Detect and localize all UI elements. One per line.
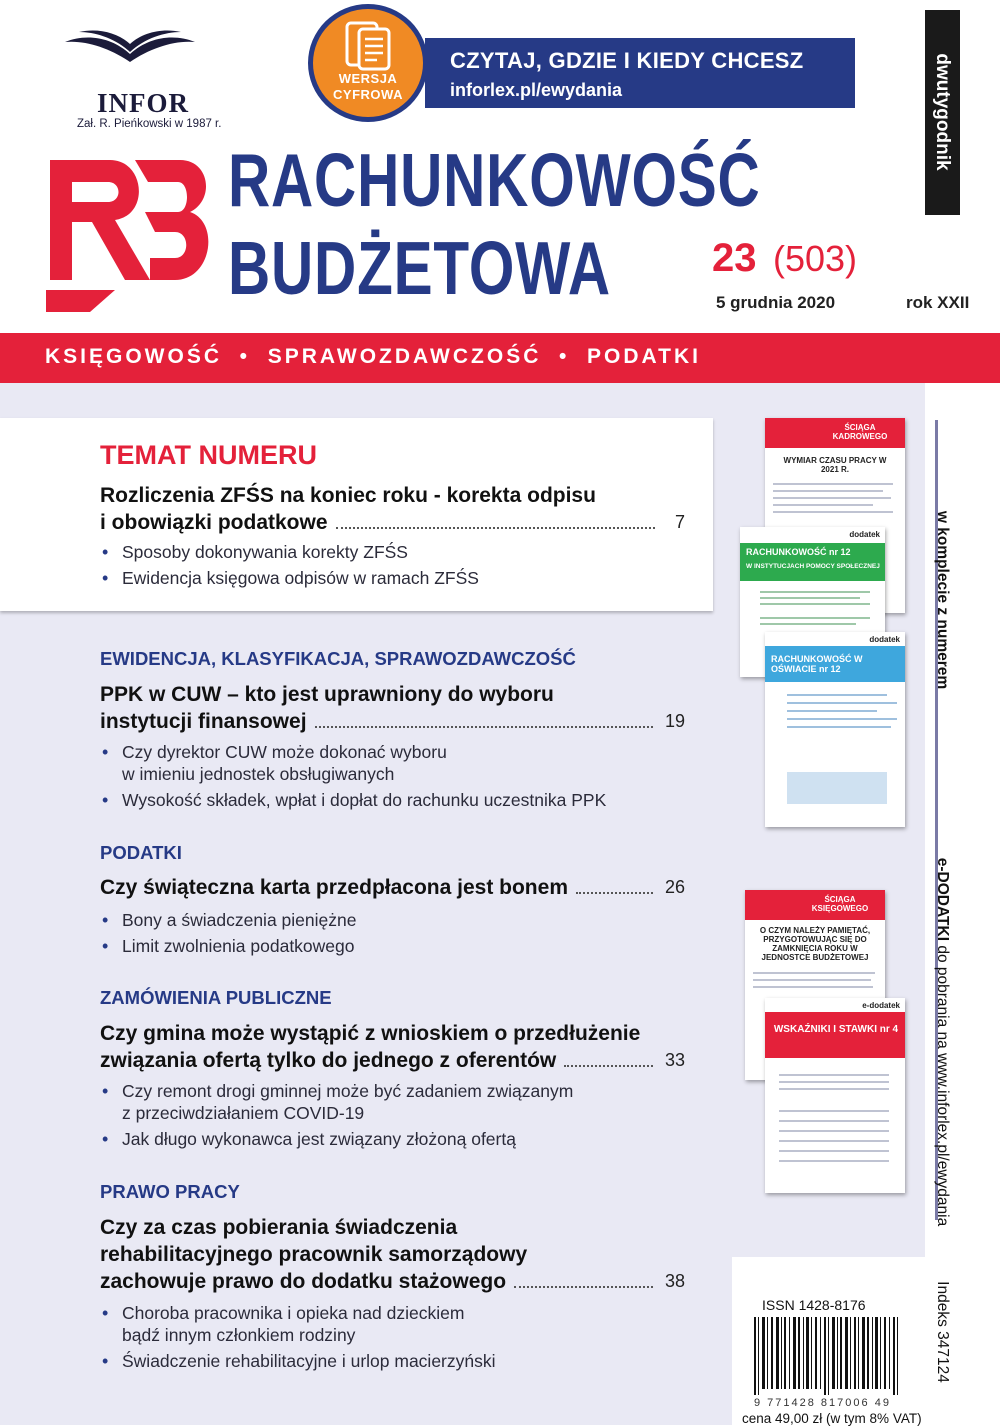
digital-url[interactable]: inforlex.pl/ewydania bbox=[450, 80, 623, 100]
tablet-icon bbox=[345, 21, 391, 71]
article-title-last bbox=[100, 1268, 685, 1295]
bullet-line: z przeciwdziałaniem COVID-19 bbox=[122, 1103, 365, 1123]
topic-bar bbox=[0, 333, 1000, 383]
section-bullets bbox=[100, 1080, 660, 1154]
list-item: • Świadczenie rehabilitacyjne i urlop macierzyński bbox=[100, 1350, 660, 1372]
frequency-label: dwutygodnik bbox=[932, 53, 953, 171]
section-bullets bbox=[100, 741, 660, 815]
feature-label: TEMAT NUMERU bbox=[100, 440, 317, 470]
thumb-tag: e-dodatek bbox=[862, 1001, 900, 1010]
barcode-icon bbox=[754, 1317, 904, 1395]
page-number: 33 bbox=[664, 1050, 685, 1070]
price: cena 49,00 zł (w tym 8% VAT) bbox=[742, 1411, 922, 1426]
topic-text: KSIĘGOWOŚĆ • SPRAWOZDAWCZOŚĆ • PODATKI bbox=[45, 345, 701, 368]
index-label: Indeks 347124 bbox=[934, 1281, 951, 1383]
rb-logo-icon bbox=[40, 140, 220, 315]
article-title-line: związania ofertą tylko do jednego z oferentów bbox=[100, 1049, 557, 1072]
list-item: • Limit zwolnienia podatkowego bbox=[100, 935, 660, 957]
list-item: • Jak długo wykonawca jest związany złożoną ofertą bbox=[100, 1128, 660, 1150]
article-title-last bbox=[100, 509, 685, 536]
article-title-line: instytucji finansowej bbox=[100, 710, 307, 733]
article-title-line: rehabilitacyjnego pracownik samorządowy bbox=[100, 1243, 528, 1266]
leader-dots bbox=[514, 1286, 653, 1288]
digital-badge-line1: WERSJA bbox=[338, 71, 398, 86]
edodatki-bold: e-DODATKI bbox=[934, 857, 951, 942]
masthead-title-line2: BUDŻETOWA bbox=[228, 226, 611, 310]
article-title-line: Czy gmina może wystąpić z wnioskiem o przedłużenie bbox=[100, 1022, 641, 1045]
digital-edition-banner[interactable] bbox=[425, 38, 855, 108]
article-title-line: PPK w CUW – kto jest uprawniony do wyboru bbox=[100, 683, 554, 706]
list-item: • Sposoby dokonywania korekty ZFŚS bbox=[100, 541, 660, 563]
leader-dots bbox=[576, 892, 653, 894]
article-title-last bbox=[100, 874, 685, 901]
leader-dots bbox=[336, 527, 655, 529]
barcode-box bbox=[732, 1257, 925, 1425]
supplement-thumb-rachunkowosc-oswiacie[interactable] bbox=[765, 632, 905, 827]
bullet-line: Choroba pracownika i opieka nad dzieckiem bbox=[122, 1303, 465, 1323]
section-label: EWIDENCJA, KLASYFIKACJA, SPRAWOZDAWCZOŚĆ bbox=[100, 648, 576, 669]
digital-badge-text bbox=[313, 71, 423, 103]
thumb-tag: dodatek bbox=[869, 635, 900, 644]
article-title-last bbox=[100, 708, 685, 735]
thumb-series: RACHUNKOWOŚĆ nr 12 bbox=[746, 547, 851, 557]
section-article[interactable] bbox=[100, 1214, 685, 1295]
issue-total: (503) bbox=[773, 238, 858, 279]
thumb-series: WSKAŹNIKI I STAWKI nr 4 bbox=[773, 1024, 899, 1035]
page-number: 7 bbox=[674, 512, 685, 532]
digital-headline: CZYTAJ, GDZIE I KIEDY CHCESZ bbox=[450, 48, 804, 73]
article-title-line: zachowuje prawo do dodatku stażowego bbox=[100, 1270, 507, 1293]
bullet-line: bądź innym członkiem rodziny bbox=[122, 1325, 356, 1345]
list-item bbox=[100, 741, 660, 785]
article-title-line: i obowiązki podatkowe bbox=[100, 511, 328, 534]
section-bullets bbox=[100, 1302, 660, 1376]
edodatki-label[interactable] bbox=[933, 858, 951, 1226]
section-bullets bbox=[100, 909, 660, 961]
issue-year: rok XXII bbox=[906, 293, 970, 312]
publisher-subtitle: Zał. R. Pieńkowski w 1987 r. bbox=[77, 118, 222, 130]
issue-date: 5 grudnia 2020 bbox=[716, 293, 836, 312]
supplement-thumb-wskazniki-stawki[interactable] bbox=[765, 998, 905, 1193]
thumb-title: O CZYM NALEŻY PAMIĘTAĆ, PRZYGOTOWUJĄC SIĘ DO ZAMKNIĘCIA ROKU W JEDNOSTCE BUDŻETOWEJ bbox=[759, 926, 871, 962]
infor-wings-icon bbox=[65, 28, 195, 64]
digital-badge-line2: CYFROWA bbox=[333, 87, 403, 102]
list-item bbox=[100, 1302, 660, 1346]
bullet-line: w imieniu jednostek obsługiwanych bbox=[122, 764, 395, 784]
issue-number: 23 bbox=[712, 236, 757, 280]
list-item: • Wysokość składek, wpłat i dopłat do rachunku uczestnika PPK bbox=[100, 789, 660, 811]
article-title-last bbox=[100, 1047, 685, 1074]
section-article[interactable] bbox=[100, 681, 685, 735]
masthead-title-line1: RACHUNKOWOŚĆ bbox=[228, 138, 761, 222]
thumb-sub: W INSTYTUCJACH POMOCY SPOŁECZNEJ bbox=[746, 563, 880, 570]
section-label: PODATKI bbox=[100, 842, 182, 863]
section-article[interactable] bbox=[100, 1020, 685, 1074]
barcode-digits: 9 771428 817006 49 bbox=[754, 1397, 891, 1409]
list-item: • Ewidencja księgowa odpisów w ramach ZFŚS bbox=[100, 567, 660, 589]
list-item: • Bony a świadczenia pieniężne bbox=[100, 909, 660, 931]
edodatki-rest: do pobrania na www.inforlex.pl/ewydania bbox=[934, 941, 951, 1227]
bullet-line: Czy dyrektor CUW może dokonać wyboru bbox=[122, 742, 447, 762]
thumb-series: ŚCIĄGA KADROWEGO bbox=[832, 423, 888, 441]
bundle-label: w komplecie z numerem bbox=[934, 510, 951, 690]
page-number: 19 bbox=[664, 711, 685, 731]
feature-bullets bbox=[100, 541, 660, 593]
leader-dots bbox=[564, 1065, 653, 1067]
article-title-line: Czy za czas pobierania świadczenia bbox=[100, 1216, 458, 1239]
section-label: PRAWO PRACY bbox=[100, 1181, 240, 1202]
feature-article[interactable] bbox=[100, 482, 685, 536]
page-number: 38 bbox=[664, 1271, 685, 1291]
bullet-line: Czy remont drogi gminnej może być zadaniem związanym bbox=[122, 1081, 574, 1101]
thumb-title: WYMIAR CZASU PRACY W 2021 R. bbox=[783, 456, 887, 474]
article-title-line: Rozliczenia ZFŚS na koniec roku - korekta odpisu bbox=[100, 484, 596, 507]
infor-logo bbox=[45, 28, 222, 130]
section-label: ZAMÓWIENIA PUBLICZNE bbox=[100, 987, 332, 1008]
section-article[interactable] bbox=[100, 874, 685, 901]
digital-edition-badge bbox=[308, 4, 428, 122]
thumb-series: ŚCIĄGA KSIĘGOWEGO bbox=[811, 895, 869, 913]
thumb-series: RACHUNKOWOŚĆ W OŚWIACIE nr 12 bbox=[771, 654, 863, 674]
issn: ISSN 1428-8176 bbox=[762, 1297, 866, 1313]
leader-dots bbox=[315, 726, 653, 728]
thumb-tag: dodatek bbox=[849, 530, 880, 539]
publisher-name: INFOR bbox=[97, 88, 189, 118]
page-number: 26 bbox=[664, 877, 685, 897]
article-title-line: Czy świąteczna karta przedpłacona jest bonem bbox=[100, 876, 568, 899]
list-item bbox=[100, 1080, 660, 1124]
